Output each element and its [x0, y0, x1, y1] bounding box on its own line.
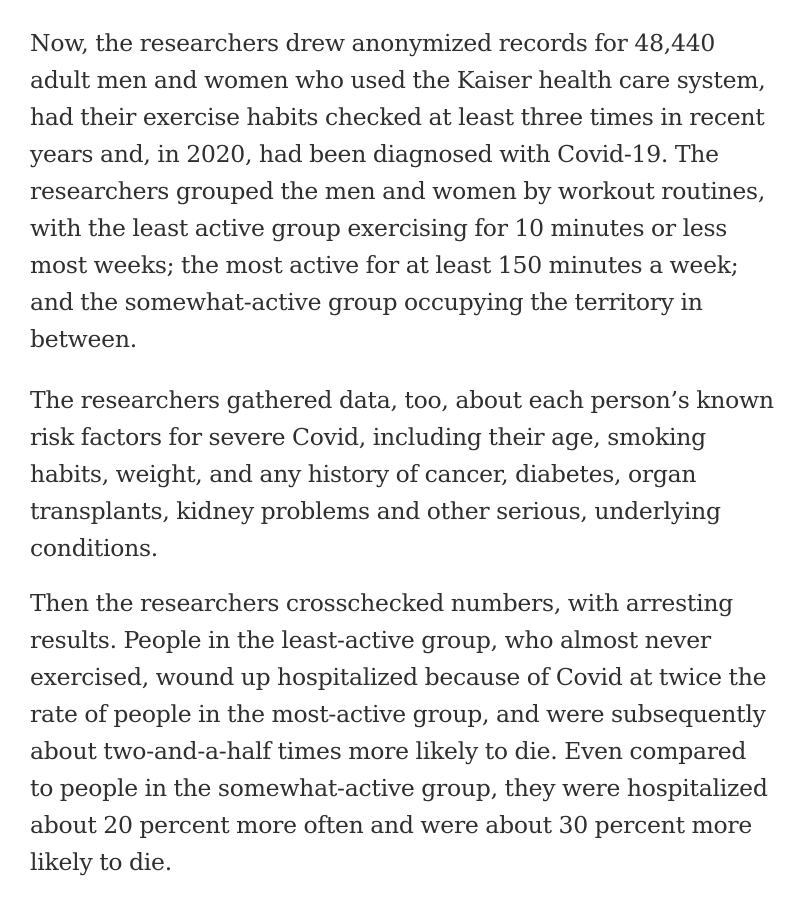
article-body: [30, 25, 775, 881]
article-paragraph-2: The researchers gathered data, too, about each person’s known risk factors for severe Covid, including their age, smoking habits, weight, and any history of cancer, diabetes, organ transplants, kidney problems and other serious, underlying conditions.: [30, 386, 774, 562]
article-paragraph-3: Then the researchers crosschecked numbers, with arresting results. People in the least-active group, who almost never exercised, wound up hospitalized because of Covid at twice the rate of people in the most-active group, and were subsequently about two-and-a-half times more likely to die. Even compared to people in the somewhat-active group, they were hospitalized about 20 percent more often and were about 30 percent more likely to die.: [30, 589, 768, 876]
article-paragraph-1: Now, the researchers drew anonymized records for 48,440 adult men and women who used the Kaiser health care system, had their exercise habits checked at least three times in recent years and, in 2020, had been diagnosed with Covid-19. The researchers grouped the men and women by workout routines, with the least active group exercising for 10 minutes or less most weeks; the most active for at least 150 minutes a week; and the somewhat-active group occupying the territory in between.: [30, 29, 766, 353]
